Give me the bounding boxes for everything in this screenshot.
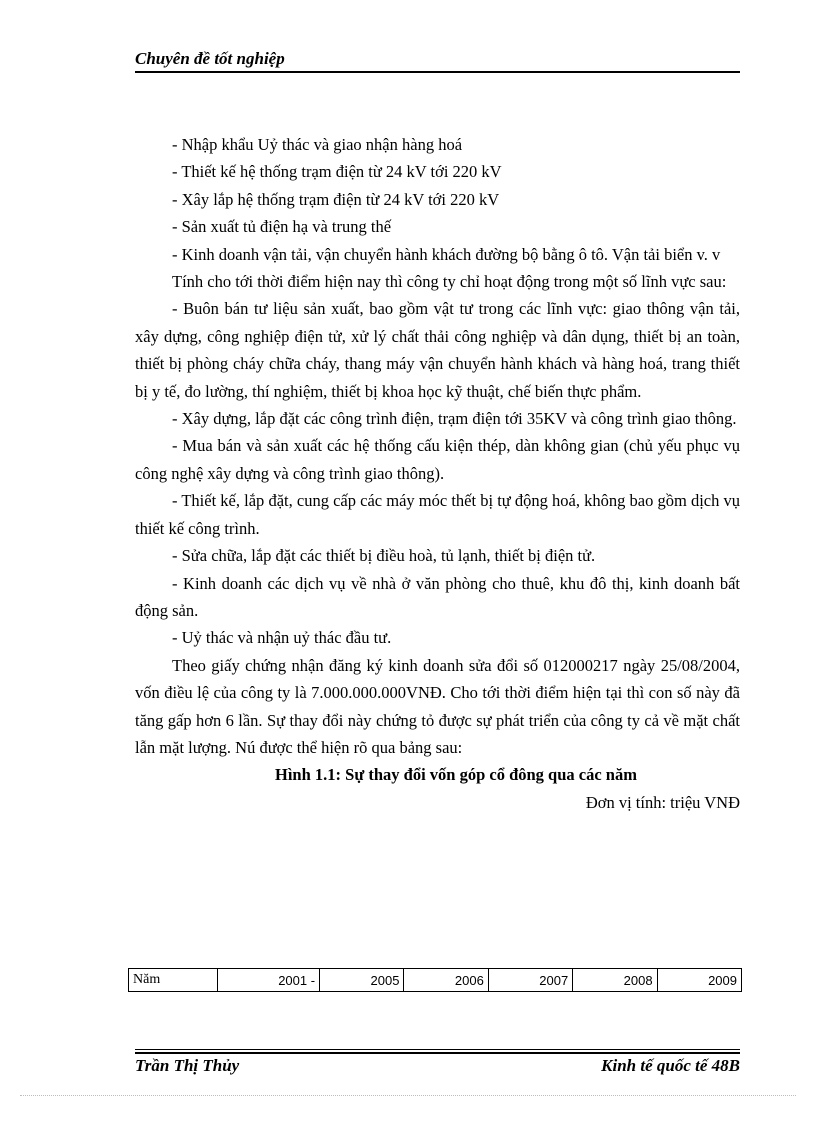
table-cell-year: 2007 [488, 969, 572, 992]
footer-author: Trần Thị Thủy [135, 1056, 240, 1075]
table-row [129, 969, 742, 992]
capital-table [128, 968, 742, 992]
table-cell-year: 2008 [573, 969, 657, 992]
table-cell-year: 2009 [657, 969, 741, 992]
paragraph-8: - Xây dựng, lắp đặt các công trình điện, trạm điện tới 35KV và công trình giao thông. [172, 409, 737, 429]
table-cell-year: 2001 - [218, 969, 320, 992]
paragraph-1: - Nhập khẩu Uỷ thác và giao nhận hàng hoá [172, 135, 463, 154]
header-title: Chuyên đề tốt nghiệp [135, 49, 285, 68]
footer-class: Kinh tế quốc tế 48B [601, 1056, 740, 1075]
paragraph-4: - Sản xuất tủ điện hạ và trung thế [172, 217, 392, 237]
page-bottom-border [20, 1095, 796, 1096]
paragraph-13: - Uỷ thác và nhận uỷ thác đầu tư. [172, 628, 392, 648]
paragraph-3: - Xây lắp hệ thống trạm điện từ 24 kV tới 220 kV [172, 189, 500, 209]
table-cell-year: 2006 [404, 969, 488, 992]
unit-label: Đơn vị tính: triệu VNĐ [585, 792, 740, 812]
paragraph-11: - Sửa chữa, lắp đặt các thiết bị điều hoà, tủ lạnh, thiết bị điện tử. [172, 546, 596, 566]
page-header [135, 48, 740, 70]
footer-rule-thin [135, 1049, 740, 1050]
paragraph-6: Tính cho tới thời điểm hiện nay thì công ty chỉ hoạt động trong một số lĩnh vực sau: [172, 272, 727, 292]
table-cell-year: 2005 [320, 969, 404, 992]
paragraph-10: - Thiết kế, lắp đặt, cung cấp các máy móc thết bị tự động hoá, không bao gồm dịch vụ thiết kế công trình. [135, 491, 740, 538]
paragraph-7: - Buôn bán tư liệu sản xuất, bao gồm vật tư trong các lĩnh vực: giao thông vận tải, xây dựng, công nghiệp điện tử, xử lý chất thải công nghiệp và dân dụng, thiết bị an toàn, thiết bị phòng cháy chữa cháy, thang máy vận chuyển hành khách và hàng hoá, trang thiết bị y tế, đo lường, thí nghiệm, thiết bị khoa học kỹ thuật, chế biến thực phẩm. [135, 299, 740, 401]
document-body [135, 131, 740, 816]
paragraph-2: - Thiết kế hệ thống trạm điện từ 24 kV tới 220 kV [172, 162, 502, 182]
paragraph-12: - Kinh doanh các dịch vụ về nhà ở văn phòng cho thuê, khu đô thị, kinh doanh bất động sản. [135, 573, 740, 620]
paragraph-5: - Kinh doanh vận tải, vận chuyển hành khách đường bộ bằng ô tô. Vận tải biển v. v [172, 244, 721, 264]
paragraph-9: - Mua bán và sản xuất các hệ thống cấu kiện thép, dàn không gian (chủ yếu phục vụ công nghệ xây dựng và công trình giao thông). [135, 436, 740, 483]
paragraph-14: Theo giấy chứng nhận đăng ký kinh doanh sửa đổi số 012000217 ngày 25/08/2004, vốn điều lệ của công ty là 7.000.000.000VNĐ. Cho tới thời điểm hiện tại thì con số này đã tăng gấp hơn 6 lần. Sự thay đổi này chứng tỏ được sự phát triển của công ty cả về mặt chất lẫn mặt lượng. Nú được thể hiện rõ qua bảng sau: [135, 655, 740, 757]
footer-rule-thick [135, 1052, 740, 1054]
header-rule [135, 71, 740, 73]
table-row-label: Năm [129, 969, 218, 992]
figure-title: Hình 1.1: Sự thay đổi vốn góp cổ đông qua các năm [275, 765, 637, 785]
